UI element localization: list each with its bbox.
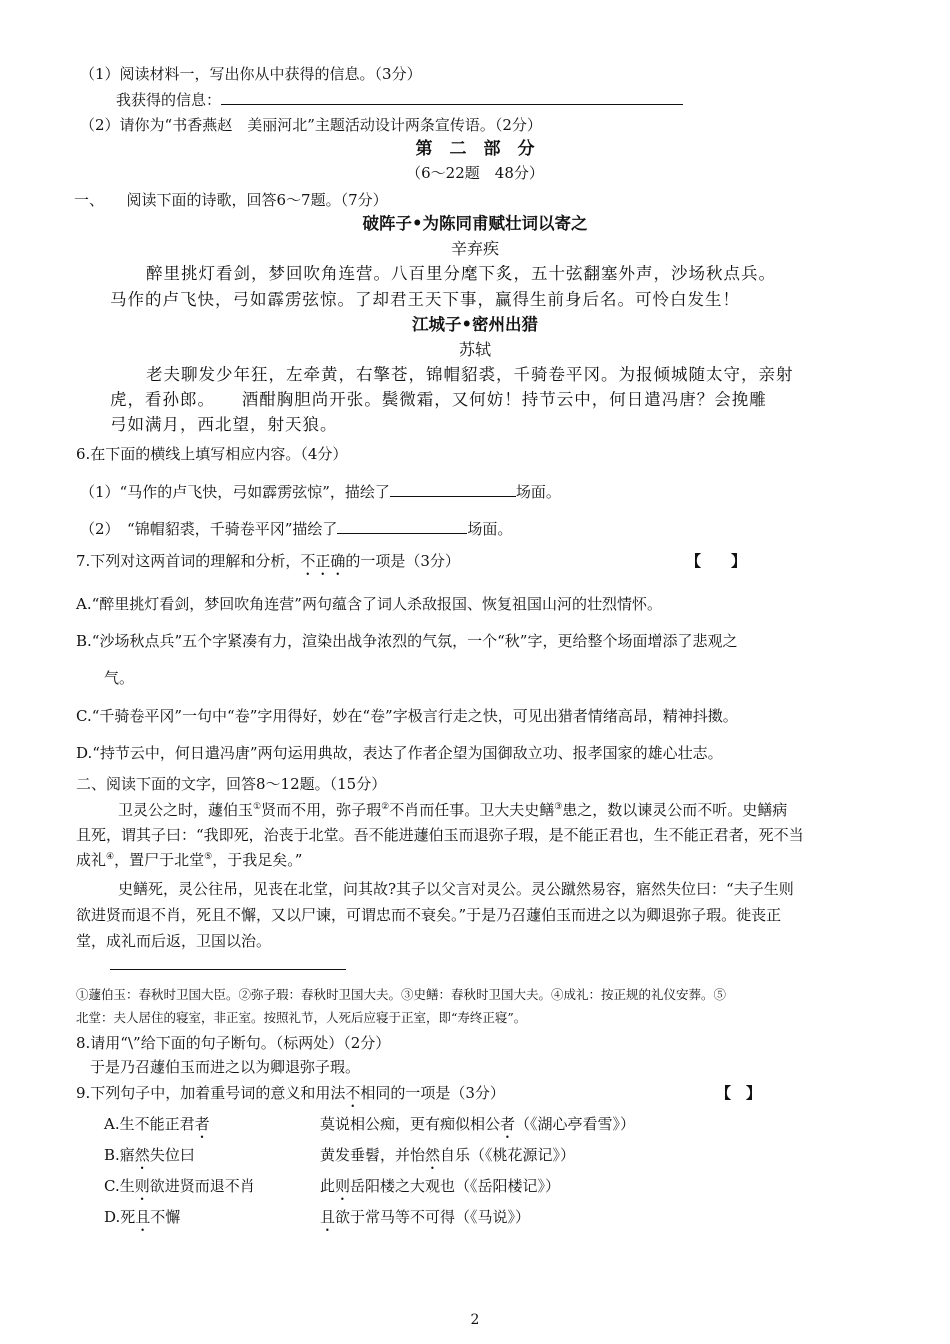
poem2-author: 苏轼 xyxy=(458,340,491,359)
option-d: D.“持节云中，何日遣冯唐”两句运用典故，表达了作者企望为国御敌立功、报孝国家的雄心壮志。 xyxy=(76,744,723,762)
question-9-stem xyxy=(76,1083,505,1111)
q7-emphasis: 不正确 xyxy=(300,552,346,570)
footnote-divider xyxy=(110,969,346,970)
q6-1-blank[interactable] xyxy=(390,482,516,497)
passage-line: 堂，成礼而后返，卫国以治。 xyxy=(76,932,272,950)
poem2-line: 老夫聊发少年狂，左牵黄，右擎苍，锦帽貂裘，千骑卷平冈。为报倾城随太守，亲射 xyxy=(146,365,794,384)
passage-text: 患之，数以谏灵公而不听。史鳝病 xyxy=(562,801,788,819)
opt-text: B.寤 xyxy=(104,1146,135,1164)
opt-source: 自乐（《桃花源记》） xyxy=(440,1146,576,1164)
emphasis-word: 者 xyxy=(500,1115,516,1133)
poem1-line: 醉里挑灯看剑，梦回吹角连营。八百里分麾下炙，五十弦翻塞外声，沙场秋点兵。 xyxy=(146,264,776,283)
option-b-right xyxy=(320,1145,575,1173)
passage-text: ，于我足矣。” xyxy=(212,851,303,869)
option-b-cont: 气。 xyxy=(104,669,135,687)
footnote-marker: ③ xyxy=(554,802,563,812)
option-a-left xyxy=(104,1114,210,1142)
opt-text: A.生不能正君 xyxy=(104,1115,195,1133)
option-d-right xyxy=(320,1207,530,1235)
section2-heading: 二、阅读下面的文字，回答8～12题。（15分） xyxy=(76,775,387,793)
q9-stem-text: 9.下列句子中，加着重号词的意义和用法 xyxy=(76,1084,346,1102)
part2-subtitle: （6～22题 48分） xyxy=(406,164,544,182)
option-c: C.“千骑卷平冈”一句中“卷”字用得好，妙在“卷”字极言行走之快，可见出猎者情绪高昂，精神抖擞。 xyxy=(76,707,738,725)
answer-label: 我获得的信息： xyxy=(116,91,222,109)
question-8-sentence[interactable]: 于是乃召蘧伯玉而进之以为卿退弥子瑕。 xyxy=(90,1058,361,1076)
q7-stem-text: 7.下列对这两首词的理解和分析， xyxy=(76,552,301,570)
passage-text: 成礼 xyxy=(76,851,107,869)
opt-text: 欲进贤而退不肖 xyxy=(149,1177,255,1195)
question-8-stem: 8.请用“\”给下面的句子断句。（标两处）（2分） xyxy=(76,1034,391,1052)
question-6-item-1 xyxy=(80,482,561,502)
question-2: （2）请你为“书香燕赵 美丽河北”主题活动设计两条宣传语。（2分） xyxy=(80,116,542,134)
footnote-marker: ④ xyxy=(106,852,115,862)
q6-2-text: （2） “锦帽貂裘，千骑卷平冈”描绘了 xyxy=(80,520,338,538)
poem2-line: 虎，看孙郎。 酒酣胸胆尚开张。鬓微霜，又何妨！持节云中，何日遣冯唐？会挽雕 xyxy=(110,390,767,409)
emphasis-word: 且 xyxy=(320,1208,336,1226)
footnote: 北堂：夫人居住的寝室，非正室。按照礼节，人死后应寝于正室，即“寿终正寝”。 xyxy=(76,1010,527,1025)
option-d-left xyxy=(104,1207,180,1235)
passage-text: 卫灵公之时，蘧伯玉 xyxy=(118,801,254,819)
q6-1-text: （1）“马作的卢飞快，弓如霹雳弦惊”，描绘了 xyxy=(80,483,390,501)
opt-text: 不懈 xyxy=(150,1208,181,1226)
q6-2-suffix: 场面。 xyxy=(467,520,513,538)
passage-line xyxy=(76,850,302,870)
answer-bracket[interactable]: 【 】 xyxy=(716,1084,762,1102)
option-c-left xyxy=(104,1176,255,1204)
question-7-stem xyxy=(76,551,460,579)
q6-1-suffix: 场面。 xyxy=(515,483,561,501)
passage-line: 史鳝死，灵公往吊，见丧在北堂，问其故?其子以父言对灵公。灵公蹴然易容，寤然失位曰：“夫子生则 xyxy=(118,880,794,898)
passage-text: 不肖而任事。卫大夫史鳝 xyxy=(389,801,555,819)
emphasis-word: 则 xyxy=(134,1177,150,1195)
opt-source: 岳阳楼之大观也（《岳阳楼记》） xyxy=(350,1177,561,1195)
option-a: A.“醉里挑灯看剑，梦回吹角连营”两句蕴含了词人杀敌报国、恢复祖国山河的壮烈情怀。 xyxy=(76,595,662,613)
opt-text: 欲于常马等不可得（《马说》） xyxy=(335,1208,531,1226)
option-a-right xyxy=(320,1114,635,1142)
poem1-author: 辛弃疾 xyxy=(450,239,499,258)
footnote: ①蘧伯玉：春秋时卫国大臣。②弥子瑕：春秋时卫国大夫。③史鳝：春秋时卫国大夫。④成礼：按正规的礼仪安葬。⑤ xyxy=(76,987,727,1002)
answer-line-1 xyxy=(116,90,683,110)
question-6-item-2 xyxy=(80,519,512,539)
answer-bracket[interactable]: 【 】 xyxy=(686,552,747,570)
section1-heading: 一、 阅读下面的诗歌，回答6～7题。（7分） xyxy=(74,191,388,209)
opt-text: 此 xyxy=(320,1177,336,1195)
answer-blank[interactable] xyxy=(221,90,683,105)
q6-2-blank[interactable] xyxy=(337,519,467,534)
emphasis-word: 则 xyxy=(335,1177,351,1195)
footnote-marker: ① xyxy=(253,802,262,812)
footnote-marker: ⑤ xyxy=(204,852,213,862)
opt-text: C.生 xyxy=(104,1177,135,1195)
part2-title: 第 二 部 分 xyxy=(415,139,535,159)
question-6-stem: 6.在下面的横线上填写相应内容。（4分） xyxy=(76,445,348,463)
emphasis-word: 者 xyxy=(194,1115,210,1133)
emphasis-word: 然 xyxy=(134,1146,150,1164)
opt-text: 莫说相公痴，更有痴似相公 xyxy=(320,1115,501,1133)
option-b: B.“沙场秋点兵”五个字紧凑有力，渲染出战争浓烈的气氛，一个“秋”字，更给整个场面增添了悲观之 xyxy=(76,632,738,650)
opt-text: 失位曰 xyxy=(149,1146,195,1164)
opt-text: 黄发垂髫，并怡 xyxy=(320,1146,426,1164)
opt-source: （《湖心亭看雪》） xyxy=(515,1115,636,1133)
poem2-line: 弓如满月，西北望，射天狼。 xyxy=(110,415,338,434)
footnote-marker: ② xyxy=(381,802,390,812)
poem1-line: 马作的卢飞快，弓如霹雳弦惊。了却君王天下事，赢得生前身后名。可怜白发生！ xyxy=(110,290,740,309)
poem1-title: 破阵子•为陈同甫赋壮词以寄之 xyxy=(362,214,588,233)
q7-stem-suffix: 的一项是（3分） xyxy=(345,552,460,570)
passage-line: 欲进贤而退不肖，死且不懈，又以尸谏，可谓忠而不衰矣。”于是乃召蘧伯玉而进之以为卿退弥子瑕。徙丧正 xyxy=(76,906,782,924)
passage-text: 贤而不用，弥子瑕 xyxy=(261,801,382,819)
emphasis-word: 然 xyxy=(425,1146,441,1164)
passage-text: ，置尸于北堂 xyxy=(114,851,205,869)
q9-stem-suffix: 相同的一项是（3分） xyxy=(360,1084,505,1102)
passage-line: 且死，谓其子曰：“我即死，治丧于北堂。吾不能进蘧伯玉而退弥子瑕，是不能正君也，生不能正君者，死不当 xyxy=(76,826,804,844)
passage-line xyxy=(118,800,787,820)
opt-text: D.死 xyxy=(104,1208,136,1226)
page-number: 2 xyxy=(470,1312,480,1328)
q9-emphasis: 不 xyxy=(345,1084,361,1102)
poem2-title: 江城子•密州出猎 xyxy=(411,315,539,334)
emphasis-word: 且 xyxy=(135,1208,151,1226)
question-1: （1）阅读材料一，写出你从中获得的信息。（3分） xyxy=(80,65,422,83)
option-c-right xyxy=(320,1176,560,1204)
option-b-left xyxy=(104,1145,195,1173)
